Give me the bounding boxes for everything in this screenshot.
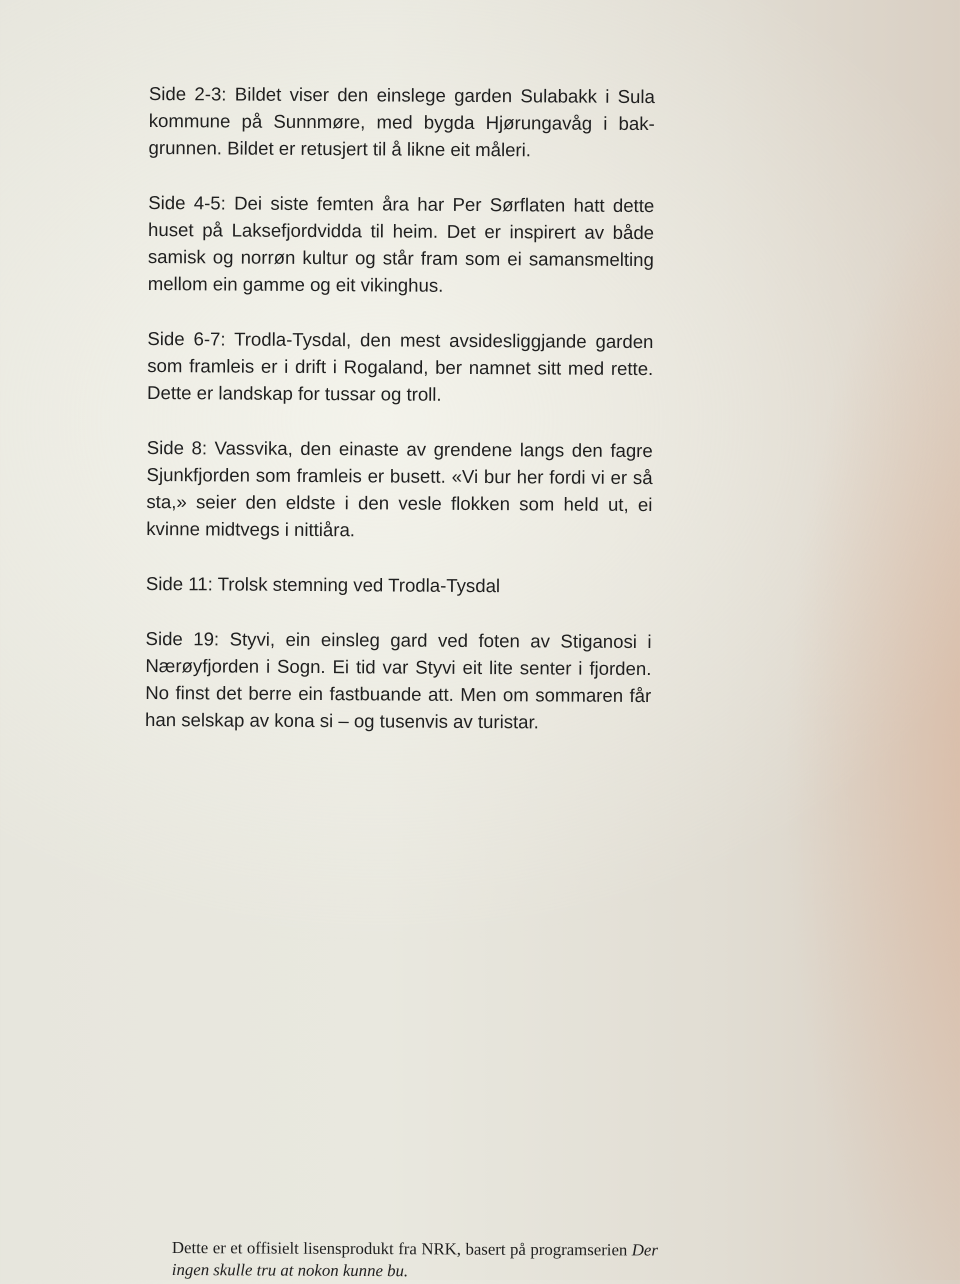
series-title: Der ingen skulle tru at nokon kunne bu. (171, 1240, 658, 1281)
caption-label: Side 19: (145, 627, 220, 650)
license-text: Dette er et offisielt lisensprodukt fra NRK, basert på programserien (171, 1238, 628, 1260)
caption-side-6-7 (147, 325, 653, 409)
caption-text: Trolsk stemning ved Trodla-Tysdal (217, 573, 501, 597)
caption-label: Side 6-7: (147, 327, 226, 350)
caption-side-8 (146, 434, 653, 545)
caption-side-2-3 (149, 80, 655, 164)
caption-label: Side 4-5: (148, 191, 226, 214)
caption-side-11 (146, 570, 652, 600)
caption-text: Trodla-Tysdal, den mest avsidesliggjande garden som framleis er i drift i Rogaland, ber namnet sitt med rette. Dette er landskap for tussar og troll. (147, 328, 654, 405)
photo-captions (145, 80, 655, 764)
caption-text: Bildet viser den einslege garden Sulabakk i Sula kommune på Sunnmøre, med bygda Hjørungavåg i bakgrunnen. Bildet er retusjert til å likne eit måleri. (148, 83, 655, 161)
caption-side-4-5 (148, 189, 655, 300)
caption-label: Side 2-3: (148, 82, 227, 105)
caption-text: Styvi, ein einsleg gard ved foten av Stiganosi i Nærøyfjorden i Sogn. Ei tid var Styvi eit lite senter i fjorden. No finst det berre ein fastbuande att. Men om sommaren får han selskap av kona si – og tusenvis av turistar. (145, 628, 652, 733)
caption-label: Side 11: (145, 572, 213, 595)
license-footer (172, 1237, 658, 1284)
caption-label: Side 8: (146, 436, 208, 459)
caption-side-19 (145, 625, 652, 736)
caption-text: Vassvika, den einaste av grendene langs den fagre Sjunkfjorden som framleis er busett. «Vi bur her fordi vi er så sta,» seier den eldste i den vesle flokken som held ut, ei kvinne midtvegs i nittiåra. (146, 437, 653, 541)
caption-text: Dei siste femten åra har Per Sørflaten hatt dette huset på Laksefjordvidda til heim. Det er inspirert av både samisk og norrøn kultur og står fram som ei samansmelting mellom ein gamme og eit vikinghus. (147, 192, 655, 296)
